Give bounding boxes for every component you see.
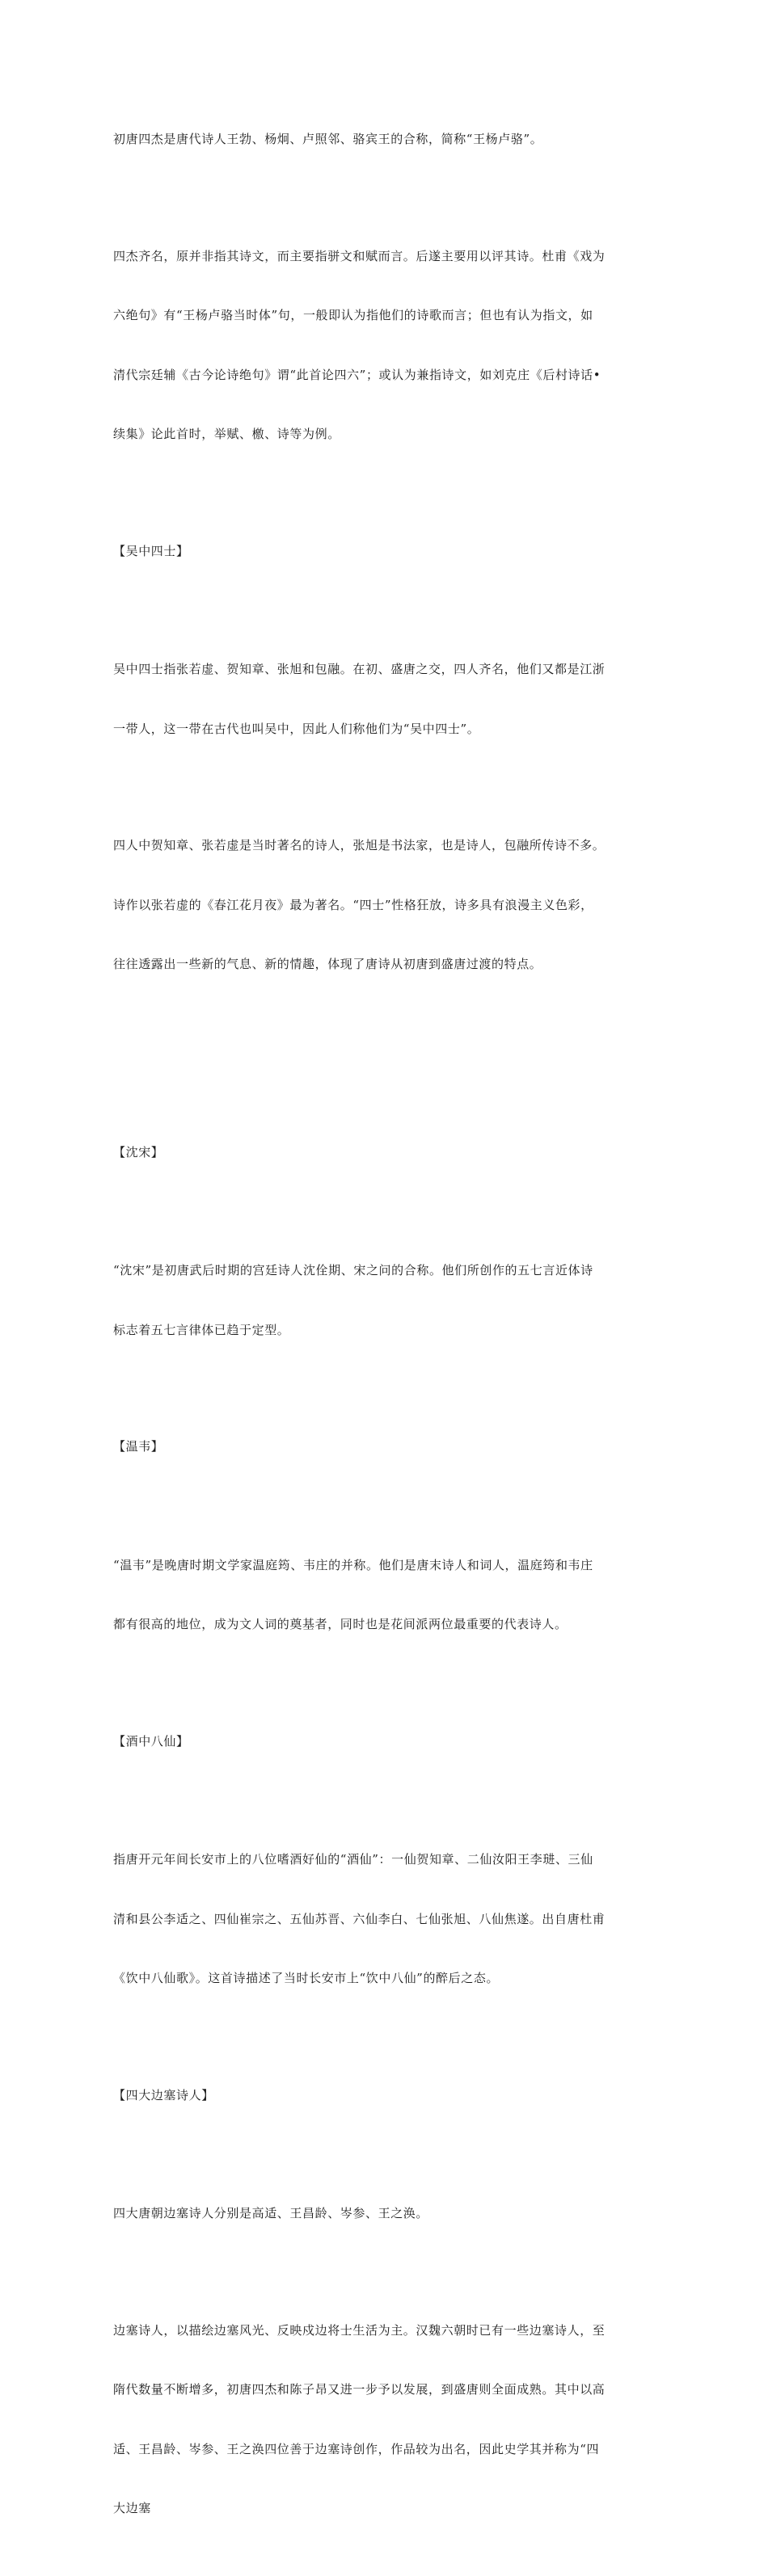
text-line: 清和县公李适之、四仙崔宗之、五仙苏晋、六仙李白、七仙张旭、八仙焦遂。出自唐杜甫 bbox=[113, 1911, 606, 1926]
paragraph-wuzhong-1 bbox=[113, 620, 659, 778]
document-body bbox=[113, 90, 659, 2576]
text-line: 四杰齐名，原并非指其诗文，而主要指骈文和赋而言。后遂主要用以评其诗。杜甫《戏为 bbox=[113, 248, 606, 263]
text-line: 往往透露出一些新的气息、新的情趣，体现了唐诗从初唐到盛唐过渡的特点。 bbox=[113, 957, 542, 971]
section-heading-shensong bbox=[113, 1103, 659, 1202]
paragraph-wenwei bbox=[113, 1516, 659, 1674]
text-line: 《饮中八仙歌》。这首诗描述了当时长安市上“饮中八仙”的醉后之态。 bbox=[113, 1971, 500, 1985]
text-line: 吴中四士指张若虚、贺知章、张旭和包融。在初、盛唐之交，四人齐名，他们又都是江浙 bbox=[113, 662, 606, 676]
paragraph-wuzhong-2 bbox=[113, 796, 659, 1014]
paragraph-sijie bbox=[113, 207, 659, 484]
paragraph-biansai-1 bbox=[113, 2164, 659, 2263]
paragraph-intro bbox=[113, 90, 659, 189]
section-heading-wenwei bbox=[113, 1397, 659, 1496]
text-line: 标志着五七言律体已趋于定型。 bbox=[113, 1322, 290, 1337]
text-line: 续集》论此首时，举赋、檄、诗等为例。 bbox=[113, 427, 340, 441]
section-heading-jiuzhong bbox=[113, 1692, 659, 1791]
text-line: 一带人，这一带在古代也叫吴中，因此人们称他们为“吴中四士”。 bbox=[113, 721, 480, 736]
text-line: 诗作以张若虚的《春江花月夜》最为著名。“四士”性格狂放，诗多具有浪漫主义色彩， bbox=[113, 897, 593, 912]
paragraph-shensong bbox=[113, 1221, 659, 1379]
text-line: 初唐四杰是唐代诗人王勃、杨炯、卢照邻、骆宾王的合称，简称“王杨卢骆”。 bbox=[113, 132, 543, 146]
text-line: “温韦”是晚唐时期文学家温庭筠、韦庄的并称。他们是唐末诗人和词人，温庭筠和韦庄 bbox=[113, 1557, 593, 1572]
text-line: “沈宋”是初唐武后时期的宫廷诗人沈佺期、宋之问的合称。他们所创作的五七言近体诗 bbox=[113, 1263, 593, 1277]
text-line: 适、王昌龄、岑参、王之涣四位善于边塞诗创作，作品较为出名，因此史学其并称为“四 bbox=[113, 2441, 600, 2456]
text-line: 都有很高的地位，成为文人词的奠基者，同时也是花间派两位最重要的代表诗人。 bbox=[113, 1617, 568, 1631]
text-line: 边塞诗人，以描绘边塞风光、反映戍边将士生活为主。汉魏六朝时已有一些边塞诗人，至 bbox=[113, 2322, 606, 2338]
text-line: 大边塞 bbox=[113, 2501, 151, 2515]
section-heading-wuzhong bbox=[113, 502, 659, 601]
heading-text: 【酒中八仙】 bbox=[113, 1733, 189, 1749]
text-line: 四人中贺知章、张若虚是当时著名的诗人，张旭是书法家，也是诗人，包融所传诗不多。 bbox=[113, 838, 606, 852]
heading-text: 【沈宋】 bbox=[113, 1144, 164, 1160]
heading-text: 【四大边塞诗人】 bbox=[113, 2087, 214, 2102]
paragraph-biansai-2 bbox=[113, 2281, 659, 2558]
blank-space bbox=[113, 1032, 659, 1103]
text-line: 四大唐朝边塞诗人分别是高适、王昌龄、岑参、王之涣。 bbox=[113, 2206, 429, 2220]
paragraph-jiuzhong bbox=[113, 1810, 659, 2028]
heading-text: 【吴中四士】 bbox=[113, 543, 189, 558]
section-heading-biansai bbox=[113, 2046, 659, 2145]
text-line: 清代宗廷辅《古今论诗绝句》谓“此首论四六”；或认为兼指诗文，如刘克庄《后村诗话• bbox=[113, 367, 601, 382]
text-line: 指唐开元年间长安市上的八位嗜酒好仙的“酒仙”：一仙贺知章、二仙汝阳王李琎、三仙 bbox=[113, 1852, 593, 1867]
text-line: 六绝句》有“王杨卢骆当时体”句，一般即认为指他们的诗歌而言；但也有认为指文，如 bbox=[113, 308, 593, 322]
text-line: 隋代数量不断增多，初唐四杰和陈子昂又进一步予以发展，到盛唐则全面成熟。其中以高 bbox=[113, 2382, 606, 2397]
heading-text: 【温韦】 bbox=[113, 1439, 164, 1454]
